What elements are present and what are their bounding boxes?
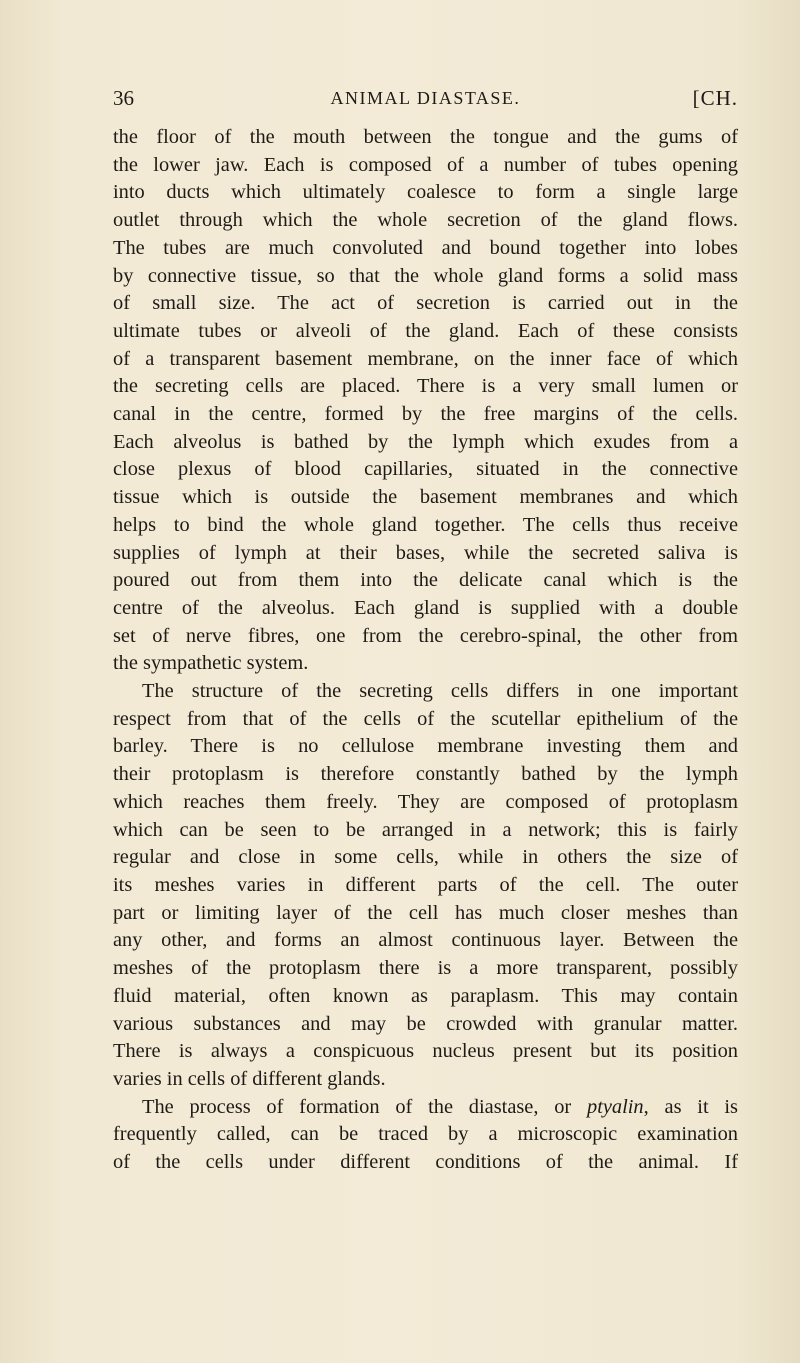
paragraph-end-line: the sympathetic system. <box>113 652 309 675</box>
text-line: set of nerve fibres, one from the cerebro-spinal, the other from <box>113 624 738 647</box>
text-line: by connective tissue, so that the whole gland forms a solid mass <box>113 264 738 287</box>
text-segment: The process of formation of the diastase, or <box>142 1095 572 1118</box>
text-line: frequently called, can be traced by a microscopic examination <box>113 1123 738 1146</box>
paragraph-start-line <box>113 1094 738 1122</box>
text-line: any other, and forms an almost continuous layer. Between the <box>113 929 738 952</box>
text-line: helps to bind the whole gland together. The cells thus receive <box>113 513 738 536</box>
text-line: canal in the centre, formed by the free margins of the cells. <box>113 403 738 426</box>
text-line: Each alveolus is bathed by the lymph which exudes from a <box>113 430 738 453</box>
text-line: the secreting cells are placed. There is a very small lumen or <box>113 375 738 398</box>
text-line: outlet through which the whole secretion of the gland flows. <box>113 209 738 232</box>
text-line: ultimate tubes or alveoli of the gland. Each of these consists <box>113 319 738 342</box>
text-line: meshes of the protoplasm there is a more transparent, possibly <box>113 957 738 980</box>
text-line: tissue which is outside the basement membranes and which <box>113 486 738 509</box>
text-line: barley. There is no cellulose membrane investing them and <box>113 735 738 758</box>
chapter-mark: [CH. <box>692 86 738 110</box>
page-number: 36 <box>113 86 134 110</box>
running-head <box>113 82 738 114</box>
text-line: part or limiting layer of the cell has much closer meshes than <box>113 901 738 924</box>
text-line: the floor of the mouth between the tongue and the gums of <box>113 126 738 148</box>
text-segment: , as it is <box>643 1095 738 1118</box>
text-line: The tubes are much convoluted and bound together into lobes <box>113 236 738 259</box>
text-line: respect from that of the cells of the scutellar epithelium of the <box>113 707 738 730</box>
running-title: ANIMAL DIASTASE. <box>330 88 521 108</box>
text-line: which reaches them freely. They are composed of protoplasm <box>113 790 738 813</box>
text-line: the lower jaw. Each is composed of a number of tubes opening <box>113 153 738 176</box>
text-line: into ducts which ultimately coalesce to form a single large <box>113 181 738 204</box>
text-line: its meshes varies in different parts of the cell. The outer <box>113 873 738 896</box>
paragraph-end-line: varies in cells of different glands. <box>113 1067 386 1090</box>
text-line: various substances and may be crowded with granular matter. <box>113 1012 738 1035</box>
text-line: fluid material, often known as paraplasm. This may contain <box>113 984 738 1007</box>
text-line: of the cells under different conditions of the animal. If <box>113 1151 738 1174</box>
text-line: their protoplasm is therefore constantly bathed by the lymph <box>113 763 738 786</box>
text-line: supplies of lymph at their bases, while the secreted saliva is <box>113 541 738 564</box>
text-line: regular and close in some cells, while in others the size of <box>113 846 738 869</box>
text-line: which can be seen to be arranged in a network; this is fairly <box>113 818 738 841</box>
text-line: There is always a conspicuous nucleus present but its position <box>113 1040 738 1063</box>
text-line: of a transparent basement membrane, on the inner face of which <box>113 347 738 370</box>
text-line: close plexus of blood capillaries, situated in the connective <box>113 458 738 481</box>
text-line: of small size. The act of secretion is carried out in the <box>113 292 738 315</box>
italic-term: ptyalin <box>587 1095 644 1118</box>
paragraph-start-line: The structure of the secreting cells differs in one important <box>142 680 738 703</box>
text-line: centre of the alveolus. Each gland is supplied with a double <box>113 596 738 619</box>
body-text <box>113 124 738 1177</box>
text-line: poured out from them into the delicate canal which is the <box>113 569 738 592</box>
